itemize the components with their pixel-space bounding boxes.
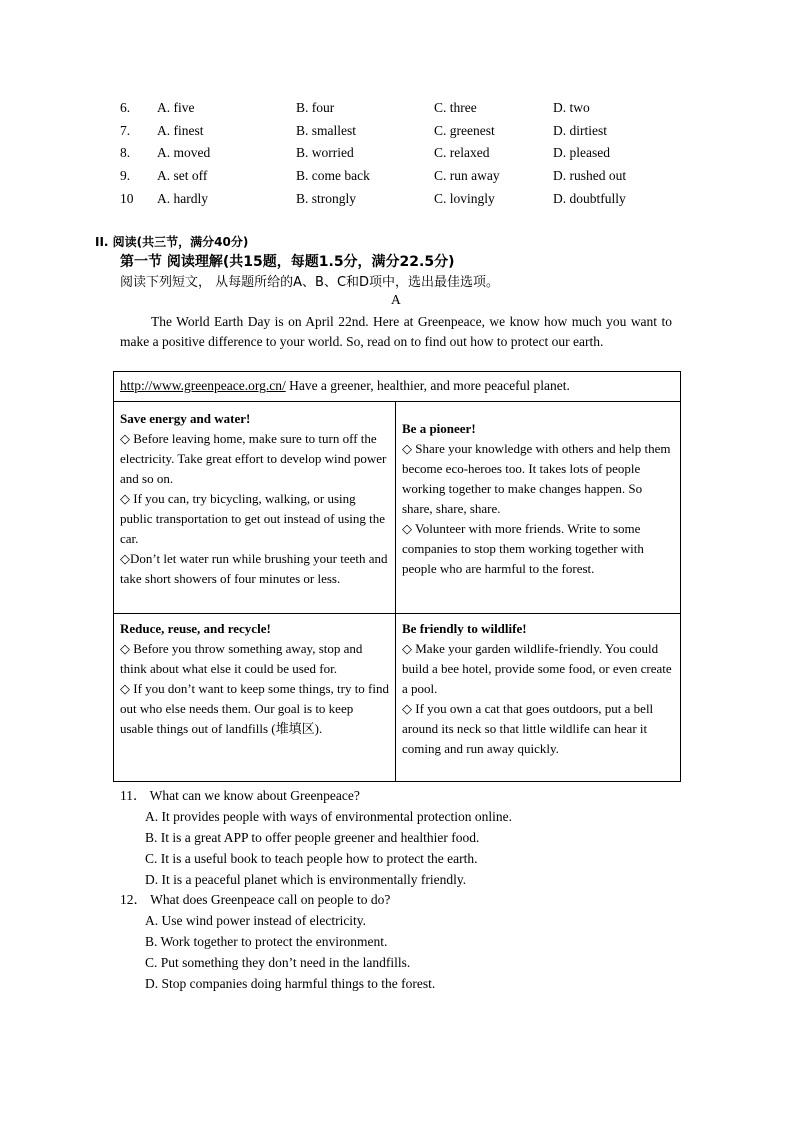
option-d: D. pleased xyxy=(553,145,610,160)
passage-intro xyxy=(120,312,672,352)
cell-paragraph: ◇ Before you throw something away, stop and think about what else it could be used for. xyxy=(120,641,363,676)
answer-option: A. It provides people with ways of environmental protection online. xyxy=(145,809,513,824)
option-a: A. moved xyxy=(157,145,211,160)
option-b: B. come back xyxy=(296,168,370,183)
option-c: C. lovingly xyxy=(434,191,495,206)
answer-option: D. It is a peaceful planet which is environmentally friendly. xyxy=(145,872,467,887)
option-c: C. run away xyxy=(434,168,500,183)
cell-pioneer xyxy=(396,419,680,579)
cell-title: Reduce, reuse, and recycle! xyxy=(120,621,271,636)
mc-row xyxy=(0,145,794,165)
option-b: B. four xyxy=(296,100,335,115)
website-tagline: Have a greener, healthier, and more peaceful planet. xyxy=(289,378,570,393)
option-c: C. greenest xyxy=(434,123,495,138)
cell-paragraph: ◇ If you can, try bicycling, walking, or using public transportation to get out instead of using the car. xyxy=(120,491,386,546)
option-a: A. set off xyxy=(157,168,208,183)
url-line xyxy=(120,378,570,394)
answer-option: D. Stop companies doing harmful things to the forest. xyxy=(145,976,436,991)
passage-text: The World Earth Day is on April 22nd. Here at Greenpeace, we know how much you want to make a positive difference to your world. So, read on to find out how to protect our earth. xyxy=(120,314,672,349)
section-subtitle: 第一节 阅读理解(共15题，每题1.5分，满分22.5分) xyxy=(120,254,455,270)
option-d: D. dirtiest xyxy=(553,123,607,138)
mc-row xyxy=(0,168,794,188)
mc-row xyxy=(0,100,794,120)
section-instruction: 阅读下列短文， 从每题所给的A、B、C和D项中，选出最佳选项。 xyxy=(120,275,500,290)
section-title: II. 阅读(共三节，满分40分) xyxy=(95,235,249,249)
question-number: 8. xyxy=(120,145,131,160)
cell-title: Save energy and water! xyxy=(120,411,251,426)
cell-paragraph: ◇ If you own a cat that goes outdoors, put a bell around its neck so that little wildlife can hear it coming and run away quickly. xyxy=(402,701,654,756)
option-b: B. strongly xyxy=(296,191,357,206)
website-table xyxy=(113,371,681,782)
answer-option: C. It is a useful book to teach people how to protect the earth. xyxy=(145,851,478,866)
option-a: A. hardly xyxy=(157,191,208,206)
option-b: B. smallest xyxy=(296,123,356,138)
option-c: C. three xyxy=(434,100,477,115)
cell-save-energy xyxy=(114,409,395,589)
row-divider xyxy=(114,613,680,614)
question-stem: 12． What does Greenpeace call on people to do? xyxy=(120,892,391,907)
website-link[interactable]: http://www.greenpeace.org.cn/ xyxy=(120,378,286,393)
option-c: C. relaxed xyxy=(434,145,490,160)
option-a: A. finest xyxy=(157,123,204,138)
option-d: D. two xyxy=(553,100,590,115)
passage-label: A xyxy=(391,292,401,307)
cell-wildlife xyxy=(396,619,680,759)
cell-title: Be friendly to wildlife! xyxy=(402,621,527,636)
cell-reduce-reuse xyxy=(114,619,395,739)
question-number: 6. xyxy=(120,100,131,115)
question-stem: 11． What can we know about Greenpeace? xyxy=(120,788,360,803)
cell-title: Be a pioneer! xyxy=(402,421,476,436)
cell-paragraph: ◇ Share your knowledge with others and help them become eco-heroes too. It takes lots of people working together to make changes happen. So share, share, share. xyxy=(402,441,671,516)
option-d: D. doubtfully xyxy=(553,191,626,206)
option-a: A. five xyxy=(157,100,195,115)
question-number: 9. xyxy=(120,168,131,183)
option-b: B. worried xyxy=(296,145,354,160)
mc-row xyxy=(0,191,794,211)
answer-option: B. Work together to protect the environment. xyxy=(145,934,388,949)
question-number: 7. xyxy=(120,123,131,138)
cell-paragraph: ◇Don’t let water run while brushing your teeth and take short showers of four minutes or less. xyxy=(120,551,388,586)
cell-paragraph: ◇ Before leaving home, make sure to turn off the electricity. Take great effort to develop wind power and so on. xyxy=(120,431,387,486)
answer-option: B. It is a great APP to offer people greener and healthier food. xyxy=(145,830,480,845)
answer-option: C. Put something they don’t need in the landfills. xyxy=(145,955,411,970)
question-number: 10 xyxy=(120,191,134,206)
url-row xyxy=(114,372,680,402)
option-d: D. rushed out xyxy=(553,168,627,183)
cell-paragraph: ◇ Volunteer with more friends. Write to some companies to stop them working together with people who are harmful to the forest. xyxy=(402,521,644,576)
cell-paragraph: ◇ If you don’t want to keep some things, try to find out who else needs them. Our goal is to keep usable things out of landfills (堆填区). xyxy=(120,681,390,736)
answer-option: A. Use wind power instead of electricity. xyxy=(145,913,367,928)
cell-paragraph: ◇ Make your garden wildlife-friendly. You could build a bee hotel, provide some food, or even create a pool. xyxy=(402,641,672,696)
mc-row xyxy=(0,123,794,143)
